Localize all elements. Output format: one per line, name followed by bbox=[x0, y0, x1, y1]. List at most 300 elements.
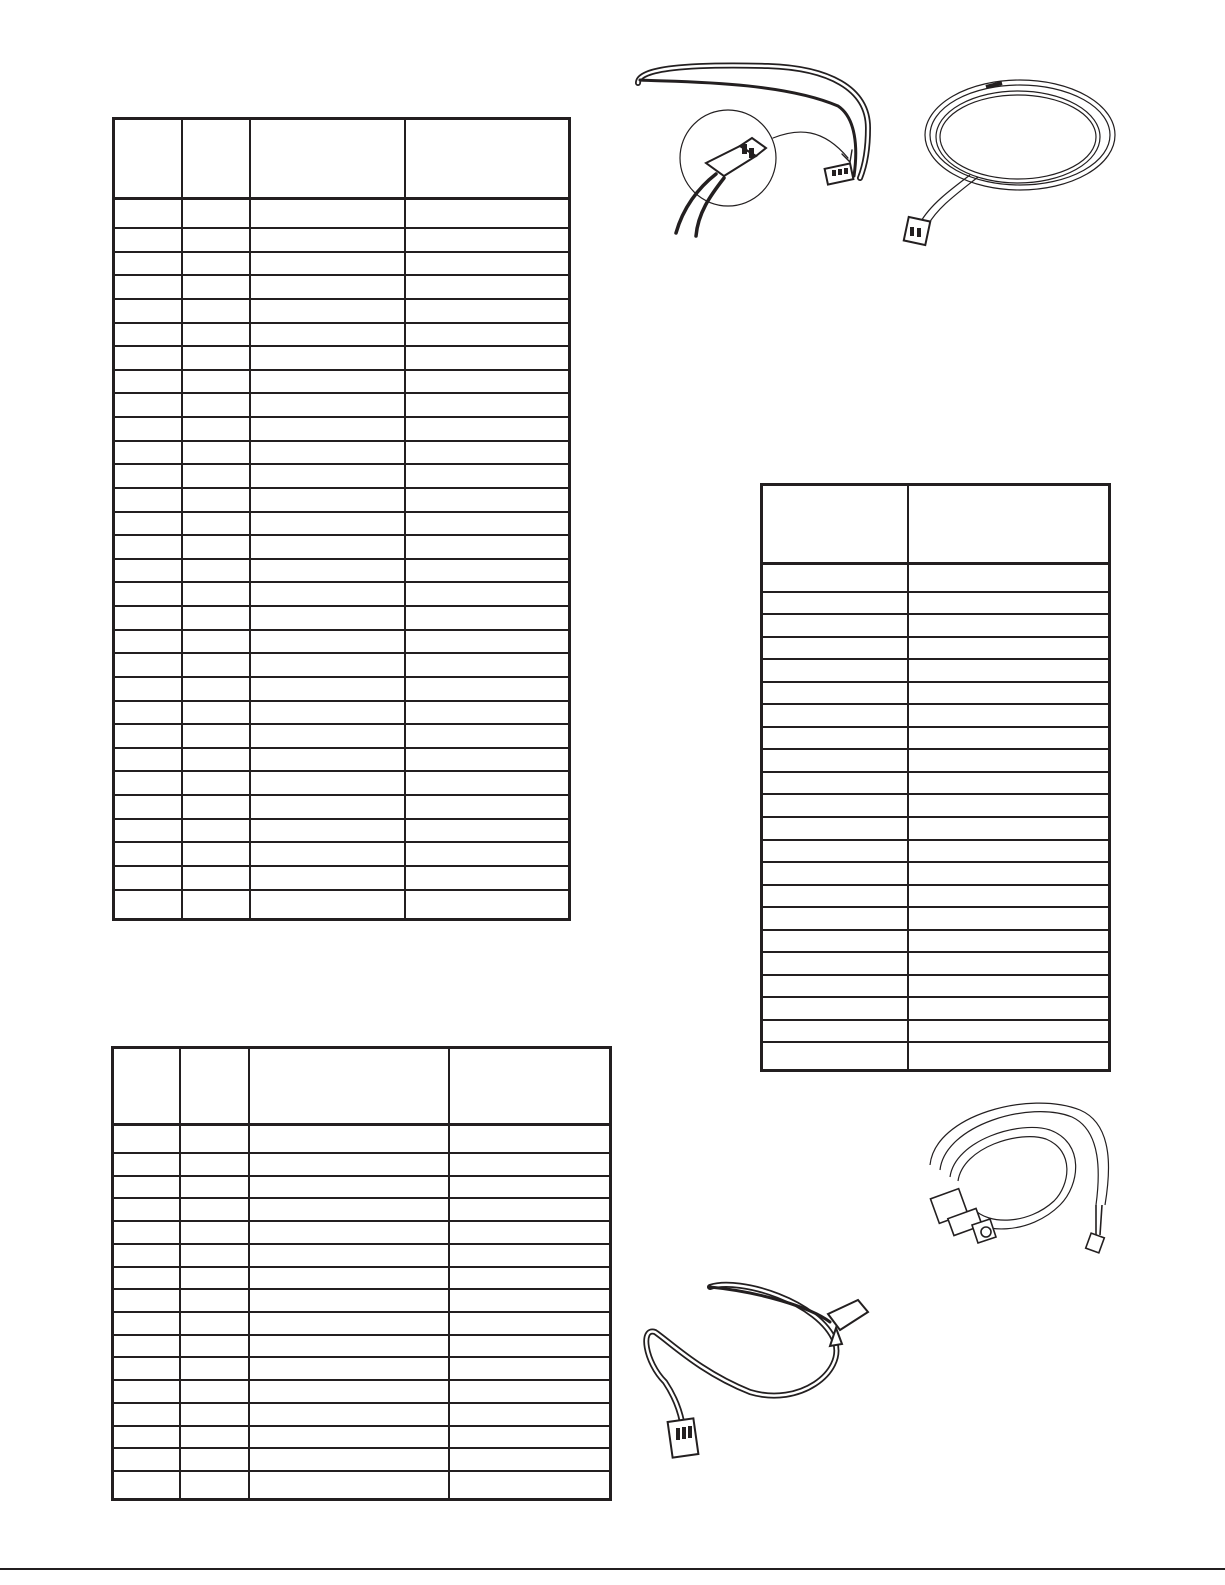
table-cell bbox=[908, 794, 1110, 817]
table-row bbox=[762, 592, 1110, 615]
table-row bbox=[114, 252, 570, 276]
table-cell bbox=[114, 417, 182, 441]
table-row bbox=[762, 1020, 1110, 1043]
table-cell bbox=[762, 637, 908, 660]
table-row bbox=[762, 749, 1110, 772]
table-cell bbox=[762, 1020, 908, 1043]
table-cell bbox=[762, 997, 908, 1020]
table-row bbox=[114, 748, 570, 772]
table-row bbox=[762, 975, 1110, 998]
table-cell bbox=[182, 701, 250, 725]
table-row bbox=[113, 1312, 611, 1335]
table-row bbox=[114, 890, 570, 920]
table-cell bbox=[114, 535, 182, 559]
table-cell bbox=[114, 464, 182, 488]
table-row bbox=[114, 323, 570, 347]
table-row bbox=[113, 1267, 611, 1290]
table-cell bbox=[762, 885, 908, 908]
table-cell bbox=[405, 252, 569, 276]
table-cell bbox=[250, 441, 405, 465]
table-row bbox=[114, 795, 570, 819]
table-cell bbox=[250, 890, 405, 920]
table-cell bbox=[250, 677, 405, 701]
table-row bbox=[113, 1335, 611, 1358]
table-cell bbox=[250, 252, 405, 276]
table-cell bbox=[113, 1289, 180, 1312]
table-cell bbox=[762, 1042, 908, 1070]
table-cell bbox=[449, 1176, 611, 1199]
column-header bbox=[249, 1048, 448, 1125]
table-row bbox=[113, 1448, 611, 1471]
table-cell bbox=[113, 1335, 180, 1358]
table-cell bbox=[180, 1267, 250, 1290]
table-cell bbox=[449, 1380, 611, 1403]
table-cell bbox=[250, 559, 405, 583]
table-cell bbox=[114, 275, 182, 299]
table-row bbox=[114, 535, 570, 559]
table-cell bbox=[182, 890, 250, 920]
table-row bbox=[762, 907, 1110, 930]
table-cell bbox=[250, 606, 405, 630]
table-cell bbox=[405, 606, 569, 630]
table-cell bbox=[250, 488, 405, 512]
table-row bbox=[114, 228, 570, 252]
table-row bbox=[113, 1176, 611, 1199]
table-cell bbox=[182, 464, 250, 488]
table-cell bbox=[762, 727, 908, 750]
table-cell bbox=[405, 441, 569, 465]
table-cell bbox=[114, 653, 182, 677]
table-cell bbox=[182, 228, 250, 252]
table-cell bbox=[908, 772, 1110, 795]
table-cell bbox=[249, 1153, 448, 1176]
table-cell bbox=[250, 228, 405, 252]
table-cell bbox=[405, 795, 569, 819]
table-cell bbox=[250, 535, 405, 559]
table-cell bbox=[114, 228, 182, 252]
table-cell bbox=[249, 1312, 448, 1335]
table-cell bbox=[405, 724, 569, 748]
table-row bbox=[762, 885, 1110, 908]
table-cell bbox=[449, 1403, 611, 1426]
table-cell bbox=[249, 1267, 448, 1290]
clip-sensor-icon bbox=[640, 1272, 880, 1472]
table-cell bbox=[405, 228, 569, 252]
table-cell bbox=[182, 606, 250, 630]
table-row bbox=[113, 1153, 611, 1176]
table-cell bbox=[908, 817, 1110, 840]
table-row bbox=[113, 1403, 611, 1426]
table-cell bbox=[114, 677, 182, 701]
table-cell bbox=[405, 299, 569, 323]
table-cell bbox=[762, 749, 908, 772]
table-cell bbox=[449, 1357, 611, 1380]
table-row bbox=[114, 724, 570, 748]
table-cell bbox=[250, 748, 405, 772]
table-cell bbox=[182, 441, 250, 465]
table-cell bbox=[114, 488, 182, 512]
table-cell bbox=[114, 724, 182, 748]
table-row bbox=[114, 512, 570, 536]
table-cell bbox=[250, 275, 405, 299]
table-row bbox=[114, 677, 570, 701]
table-cell bbox=[114, 890, 182, 920]
table-cell bbox=[762, 772, 908, 795]
table-cell bbox=[249, 1335, 448, 1358]
table-cell bbox=[405, 842, 569, 866]
table-cell bbox=[250, 582, 405, 606]
table-cell bbox=[182, 771, 250, 795]
column-header bbox=[405, 119, 569, 199]
table-cell bbox=[113, 1471, 180, 1500]
table-cell bbox=[405, 199, 569, 229]
table-cell bbox=[180, 1125, 250, 1153]
table-cell bbox=[114, 199, 182, 229]
table-cell bbox=[449, 1312, 611, 1335]
table-row bbox=[762, 952, 1110, 975]
table-cell bbox=[762, 659, 908, 682]
table-cell bbox=[405, 323, 569, 347]
table-row bbox=[762, 772, 1110, 795]
table-row bbox=[114, 842, 570, 866]
table-cell bbox=[908, 975, 1110, 998]
table-cell bbox=[114, 795, 182, 819]
table-cell bbox=[113, 1312, 180, 1335]
table-cell bbox=[182, 346, 250, 370]
table-cell bbox=[113, 1357, 180, 1380]
table-cell bbox=[180, 1335, 250, 1358]
table-cell bbox=[908, 682, 1110, 705]
table-cell bbox=[180, 1448, 250, 1471]
table-row bbox=[114, 346, 570, 370]
table-cell bbox=[908, 952, 1110, 975]
table-cell bbox=[449, 1244, 611, 1267]
table-cell bbox=[908, 592, 1110, 615]
table-cell bbox=[405, 464, 569, 488]
table-cell bbox=[182, 393, 250, 417]
table-cell bbox=[908, 727, 1110, 750]
table-cell bbox=[113, 1221, 180, 1244]
table-cell bbox=[182, 630, 250, 654]
table-cell bbox=[114, 512, 182, 536]
table-cell bbox=[405, 819, 569, 843]
table-cell bbox=[250, 819, 405, 843]
table-cell bbox=[113, 1153, 180, 1176]
table-cell bbox=[249, 1380, 448, 1403]
table-cell bbox=[762, 682, 908, 705]
table-cell bbox=[405, 653, 569, 677]
table-row bbox=[114, 393, 570, 417]
table-cell bbox=[405, 417, 569, 441]
table-cell bbox=[449, 1198, 611, 1221]
table-row bbox=[114, 582, 570, 606]
table-cell bbox=[449, 1125, 611, 1153]
table-cell bbox=[908, 930, 1110, 953]
table-cell bbox=[114, 819, 182, 843]
table-row bbox=[762, 862, 1110, 885]
table-cell bbox=[250, 630, 405, 654]
table-cell bbox=[182, 512, 250, 536]
table-cell bbox=[114, 606, 182, 630]
table-cell bbox=[405, 275, 569, 299]
table-row bbox=[114, 701, 570, 725]
table-cell bbox=[449, 1471, 611, 1500]
table-cell bbox=[182, 795, 250, 819]
table-cell bbox=[113, 1176, 180, 1199]
table-cell bbox=[182, 252, 250, 276]
table-cell bbox=[114, 842, 182, 866]
table-row bbox=[114, 464, 570, 488]
table-cell bbox=[762, 840, 908, 863]
table-cell bbox=[762, 564, 908, 592]
table-cell bbox=[114, 866, 182, 890]
table-cell bbox=[114, 771, 182, 795]
table-row bbox=[114, 441, 570, 465]
table-cell bbox=[182, 748, 250, 772]
table-cell bbox=[113, 1244, 180, 1267]
table-row bbox=[114, 417, 570, 441]
table-cell bbox=[405, 630, 569, 654]
table-cell bbox=[908, 1042, 1110, 1070]
table-cell bbox=[908, 907, 1110, 930]
table-cell bbox=[250, 701, 405, 725]
table-cell bbox=[249, 1244, 448, 1267]
table-cell bbox=[405, 393, 569, 417]
table-cell bbox=[250, 842, 405, 866]
table-cell bbox=[180, 1153, 250, 1176]
table-cell bbox=[113, 1426, 180, 1449]
table-cell bbox=[405, 370, 569, 394]
column-header bbox=[182, 119, 250, 199]
table-row bbox=[113, 1426, 611, 1449]
table-cell bbox=[180, 1426, 250, 1449]
table-row bbox=[762, 840, 1110, 863]
page-bottom-rule bbox=[0, 1568, 1225, 1570]
table-row bbox=[762, 637, 1110, 660]
table-cell bbox=[113, 1267, 180, 1290]
table-cell bbox=[762, 907, 908, 930]
table-cell bbox=[250, 866, 405, 890]
table-cell bbox=[180, 1471, 250, 1500]
table-cell bbox=[249, 1357, 448, 1380]
table-cell bbox=[405, 890, 569, 920]
table-cell bbox=[249, 1403, 448, 1426]
table-cell bbox=[114, 370, 182, 394]
table-cell bbox=[449, 1221, 611, 1244]
table-cell bbox=[250, 464, 405, 488]
table-cell bbox=[114, 252, 182, 276]
table-cell bbox=[449, 1448, 611, 1471]
table-cell bbox=[114, 748, 182, 772]
table-cell bbox=[182, 417, 250, 441]
table-row bbox=[114, 606, 570, 630]
table-cell bbox=[250, 653, 405, 677]
table-cell bbox=[405, 535, 569, 559]
table-cell bbox=[113, 1125, 180, 1153]
table-cell bbox=[114, 323, 182, 347]
table-cell bbox=[449, 1335, 611, 1358]
table-cell bbox=[249, 1198, 448, 1221]
table-cell bbox=[762, 975, 908, 998]
table-cell bbox=[180, 1176, 250, 1199]
table-cell bbox=[250, 512, 405, 536]
table-cell bbox=[250, 199, 405, 229]
table-row bbox=[113, 1244, 611, 1267]
table-cell bbox=[762, 862, 908, 885]
table-cell bbox=[762, 794, 908, 817]
table-cell bbox=[182, 488, 250, 512]
table-row bbox=[114, 866, 570, 890]
table-row bbox=[762, 727, 1110, 750]
table-cell bbox=[182, 199, 250, 229]
table-cell bbox=[180, 1221, 250, 1244]
table-cell bbox=[180, 1289, 250, 1312]
table-cell bbox=[250, 724, 405, 748]
table-cell bbox=[182, 323, 250, 347]
table-cell bbox=[405, 677, 569, 701]
table-row bbox=[762, 564, 1110, 592]
table-cell bbox=[405, 748, 569, 772]
table-cell bbox=[762, 614, 908, 637]
table-cell bbox=[114, 346, 182, 370]
table-cell bbox=[180, 1357, 250, 1380]
table-cell bbox=[182, 370, 250, 394]
table-row bbox=[114, 488, 570, 512]
table-row bbox=[113, 1471, 611, 1500]
column-header bbox=[449, 1048, 611, 1125]
table-cell bbox=[405, 582, 569, 606]
table-cell bbox=[449, 1426, 611, 1449]
column-header bbox=[250, 119, 405, 199]
table-cell bbox=[249, 1426, 448, 1449]
table-cell bbox=[908, 862, 1110, 885]
table-cell bbox=[114, 559, 182, 583]
coiled-wire-icon bbox=[890, 55, 1130, 250]
table-row bbox=[114, 653, 570, 677]
column-header bbox=[908, 485, 1110, 564]
table-row bbox=[114, 299, 570, 323]
table-cell bbox=[249, 1448, 448, 1471]
table-cell bbox=[908, 614, 1110, 637]
table-cell bbox=[908, 659, 1110, 682]
table-row bbox=[114, 275, 570, 299]
table-cell bbox=[250, 370, 405, 394]
table-cell bbox=[182, 653, 250, 677]
table-cell bbox=[113, 1380, 180, 1403]
table-row bbox=[114, 819, 570, 843]
table-cell bbox=[249, 1289, 448, 1312]
table-cell bbox=[908, 704, 1110, 727]
table-row bbox=[762, 614, 1110, 637]
table-cell bbox=[113, 1403, 180, 1426]
table-cell bbox=[114, 441, 182, 465]
table-row bbox=[762, 794, 1110, 817]
table-cell bbox=[250, 323, 405, 347]
table-cell bbox=[250, 346, 405, 370]
table-cell bbox=[250, 393, 405, 417]
table-cell bbox=[182, 582, 250, 606]
table-row bbox=[113, 1221, 611, 1244]
column-header bbox=[113, 1048, 180, 1125]
table-cell bbox=[908, 840, 1110, 863]
table-cell bbox=[114, 299, 182, 323]
table-cell bbox=[250, 417, 405, 441]
table-row bbox=[114, 370, 570, 394]
table-cell bbox=[180, 1312, 250, 1335]
table-cell bbox=[250, 795, 405, 819]
table-cell bbox=[405, 559, 569, 583]
wire-harness-icon bbox=[628, 58, 888, 248]
table-cell bbox=[449, 1289, 611, 1312]
table-cell bbox=[114, 393, 182, 417]
table-cell bbox=[405, 488, 569, 512]
table-cell bbox=[908, 637, 1110, 660]
table-cell bbox=[249, 1176, 448, 1199]
table-cell bbox=[250, 299, 405, 323]
table-cell bbox=[762, 930, 908, 953]
table-cell bbox=[182, 866, 250, 890]
table-cell bbox=[182, 275, 250, 299]
table-row bbox=[113, 1357, 611, 1380]
table-cell bbox=[405, 771, 569, 795]
parts-table-right bbox=[760, 483, 1111, 1072]
table-cell bbox=[182, 535, 250, 559]
table-cell bbox=[405, 346, 569, 370]
table-row bbox=[113, 1198, 611, 1221]
table-cell bbox=[762, 817, 908, 840]
table-cell bbox=[180, 1198, 250, 1221]
table-row bbox=[113, 1289, 611, 1312]
table-cell bbox=[762, 592, 908, 615]
table-row bbox=[762, 997, 1110, 1020]
table-row bbox=[762, 930, 1110, 953]
table-cell bbox=[249, 1221, 448, 1244]
table-cell bbox=[114, 630, 182, 654]
table-row bbox=[762, 659, 1110, 682]
table-cell bbox=[180, 1403, 250, 1426]
table-row bbox=[114, 630, 570, 654]
table-cell bbox=[249, 1471, 448, 1500]
table-row bbox=[114, 199, 570, 229]
parts-table-lower-left bbox=[111, 1046, 612, 1501]
table-row bbox=[113, 1380, 611, 1403]
table-cell bbox=[405, 512, 569, 536]
table-cell bbox=[182, 819, 250, 843]
table-cell bbox=[908, 997, 1110, 1020]
table-cell bbox=[113, 1198, 180, 1221]
table-cell bbox=[762, 704, 908, 727]
column-header bbox=[762, 485, 908, 564]
table-cell bbox=[908, 1020, 1110, 1043]
table-row bbox=[762, 817, 1110, 840]
parts-table-upper-left bbox=[112, 117, 571, 921]
column-header bbox=[180, 1048, 250, 1125]
table-cell bbox=[405, 866, 569, 890]
column-header bbox=[114, 119, 182, 199]
table-cell bbox=[182, 559, 250, 583]
table-row bbox=[114, 559, 570, 583]
table-cell bbox=[114, 582, 182, 606]
table-row bbox=[762, 1042, 1110, 1070]
table-cell bbox=[249, 1125, 448, 1153]
table-cell bbox=[113, 1448, 180, 1471]
table-cell bbox=[182, 724, 250, 748]
table-cell bbox=[182, 677, 250, 701]
table-row bbox=[762, 704, 1110, 727]
table-row bbox=[113, 1125, 611, 1153]
table-row bbox=[762, 682, 1110, 705]
table-cell bbox=[180, 1244, 250, 1267]
